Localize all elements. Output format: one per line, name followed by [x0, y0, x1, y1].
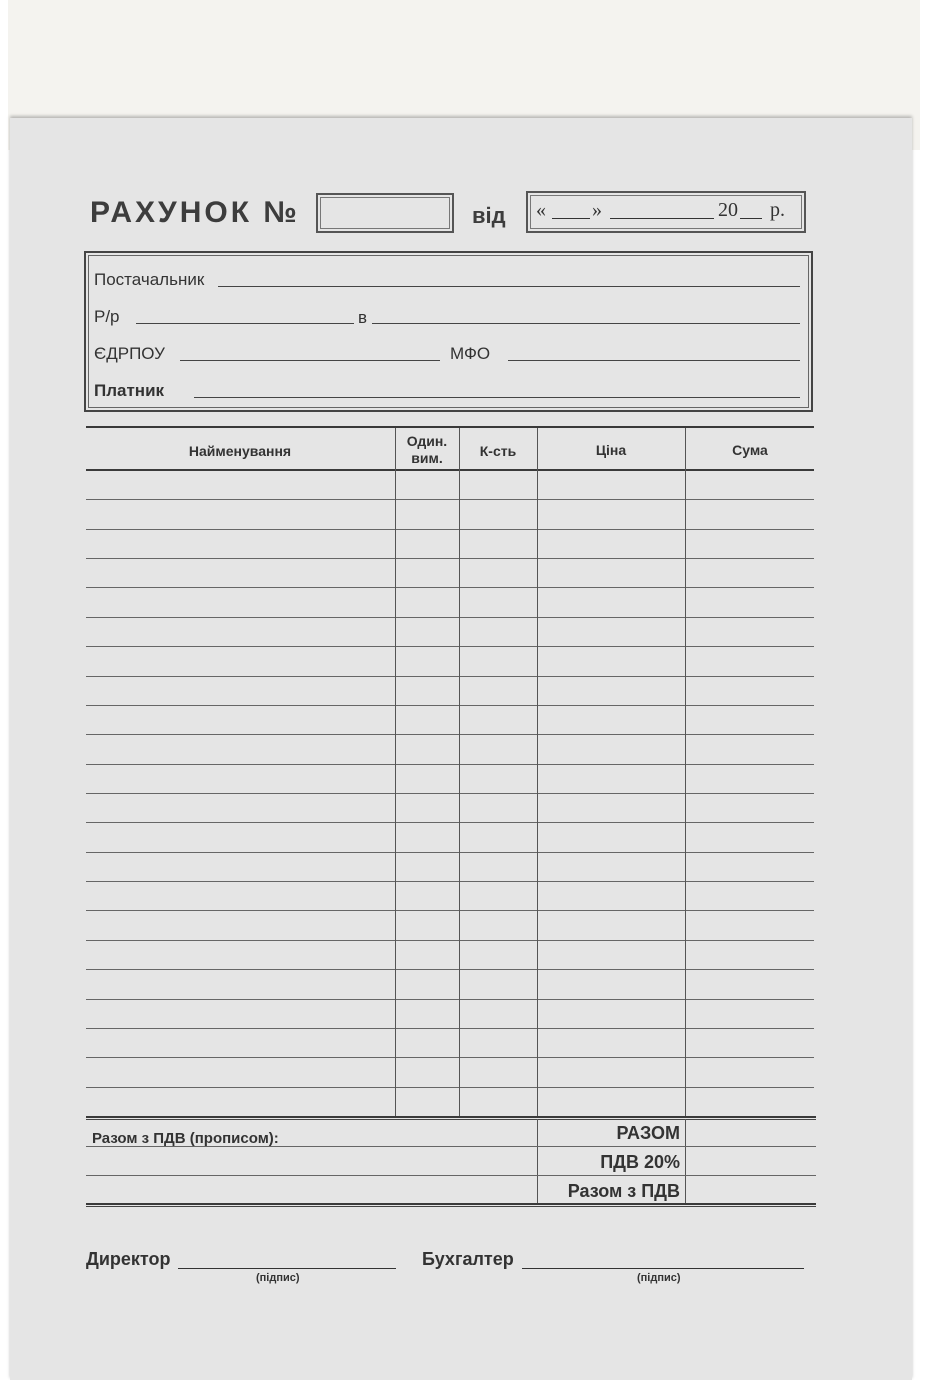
- bank-field[interactable]: [372, 323, 800, 324]
- totals-top-border: [86, 1116, 816, 1118]
- account-field[interactable]: [136, 323, 354, 324]
- column-header-sum: Сума: [732, 442, 768, 458]
- invoice-title: РАХУНОК №: [90, 196, 300, 229]
- table-row[interactable]: [86, 910, 814, 911]
- table-row[interactable]: [86, 734, 814, 735]
- table-row[interactable]: [86, 676, 814, 677]
- table-row[interactable]: [86, 764, 814, 765]
- date-month-blank: [610, 218, 714, 219]
- totals-bottom-border-inner: [86, 1206, 816, 1207]
- supplier-field[interactable]: [218, 286, 800, 287]
- accountant-signature-hint: (підпис): [637, 1272, 681, 1284]
- date-year-blank: [740, 218, 762, 219]
- table-row[interactable]: [86, 1087, 814, 1088]
- account-label: Р/р: [94, 307, 120, 326]
- table-row[interactable]: [86, 881, 814, 882]
- date-open-quote: «: [536, 199, 546, 221]
- date-suffix: р.: [770, 199, 785, 221]
- totals-bottom-border: [86, 1203, 816, 1205]
- date-prefix-label: від: [472, 203, 506, 228]
- column-divider-sum: [685, 428, 686, 1116]
- payer-field[interactable]: [194, 397, 800, 398]
- table-row[interactable]: [86, 999, 814, 1000]
- table-row[interactable]: [86, 617, 814, 618]
- table-row[interactable]: [86, 705, 814, 706]
- date-close-quote: »: [592, 199, 602, 221]
- director-signature-line[interactable]: [178, 1268, 396, 1269]
- table-row[interactable]: [86, 558, 814, 559]
- table-row[interactable]: [86, 1057, 814, 1058]
- date-day-blank: [552, 218, 590, 219]
- column-divider-price: [537, 428, 538, 1116]
- subtotal-label: РАЗОМ: [616, 1123, 680, 1143]
- bank-in-label: в: [358, 308, 368, 327]
- table-row[interactable]: [86, 529, 814, 530]
- mfo-label: МФО: [450, 344, 491, 363]
- table-row[interactable]: [86, 852, 814, 853]
- total-in-words-field[interactable]: [86, 1147, 536, 1203]
- column-header-quantity: К-сть: [479, 443, 517, 459]
- column-header-name: Найменування: [188, 443, 292, 459]
- director-signature-hint: (підпис): [256, 1272, 300, 1284]
- director-label: Директор: [86, 1249, 171, 1269]
- table-row[interactable]: [86, 793, 814, 794]
- accountant-label: Бухгалтер: [422, 1249, 514, 1269]
- subtotal-value-field[interactable]: [686, 1120, 816, 1146]
- table-row[interactable]: [86, 499, 814, 500]
- mfo-field[interactable]: [508, 360, 800, 361]
- table-row[interactable]: [86, 969, 814, 970]
- total-in-words-label: Разом з ПДВ (прописом):: [92, 1130, 279, 1147]
- table-row[interactable]: [86, 646, 814, 647]
- payer-label: Платник: [94, 381, 165, 400]
- column-divider-quantity: [459, 428, 460, 1116]
- total-value-field[interactable]: [686, 1176, 816, 1203]
- date-year-prefix: 20: [718, 199, 738, 221]
- table-row[interactable]: [86, 940, 814, 941]
- accountant-signature-line[interactable]: [522, 1268, 804, 1269]
- column-header-unit: Один. вим.: [406, 433, 448, 466]
- edrpou-field[interactable]: [180, 360, 440, 361]
- column-header-price: Ціна: [595, 442, 627, 458]
- table-top-border: [86, 426, 814, 428]
- vat-value-field[interactable]: [686, 1147, 816, 1175]
- vat-label: ПДВ 20%: [600, 1152, 680, 1172]
- table-header-border: [86, 469, 814, 471]
- column-divider-unit: [395, 428, 396, 1116]
- edrpou-label: ЄДРПОУ: [94, 344, 165, 363]
- table-row[interactable]: [86, 587, 814, 588]
- total-with-vat-label: Разом з ПДВ: [567, 1181, 680, 1201]
- table-row[interactable]: [86, 822, 814, 823]
- invoice-number-field[interactable]: [316, 193, 454, 233]
- supplier-label: Постачальник: [94, 270, 205, 289]
- totals-divider-left: [537, 1119, 538, 1203]
- invoice-date-field[interactable]: [526, 191, 806, 233]
- table-row[interactable]: [86, 1028, 814, 1029]
